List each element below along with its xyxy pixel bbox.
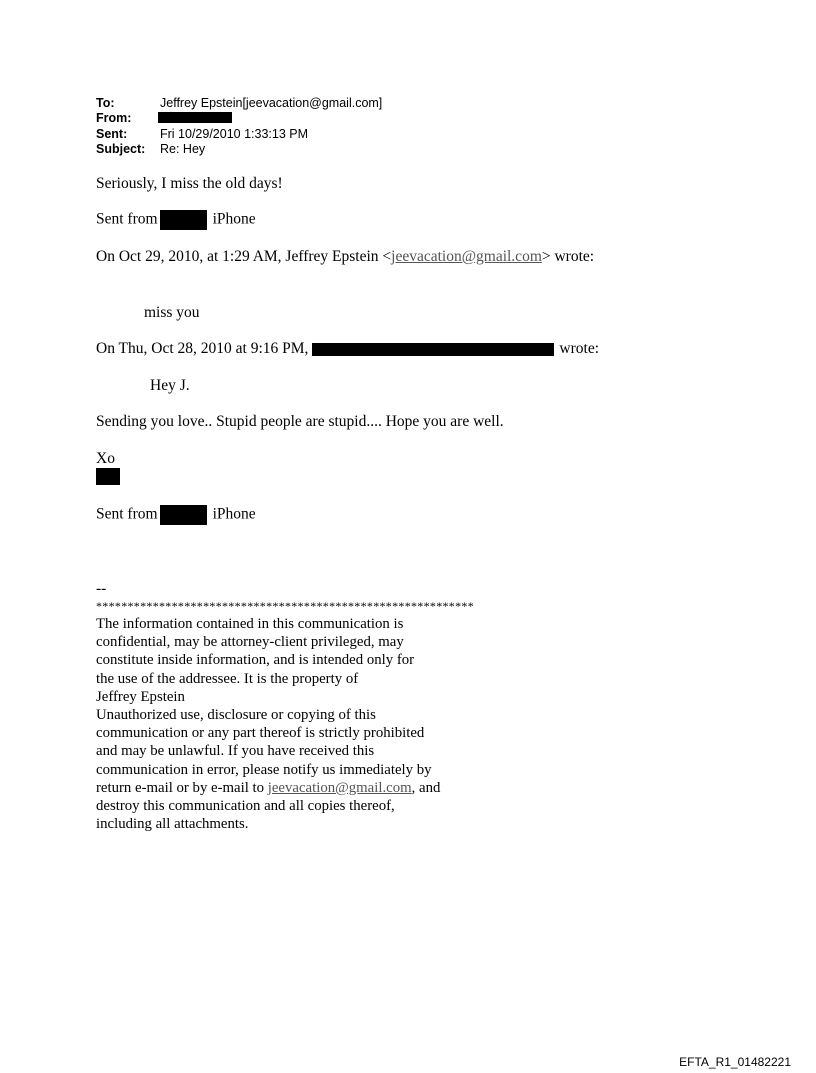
disclaimer-line: destroy this communication and all copies thereof, <box>96 798 395 815</box>
miss-you-line: miss you <box>144 304 200 321</box>
redaction-box <box>96 468 120 485</box>
sent-from2-suffix: iPhone <box>212 505 256 523</box>
redaction-box <box>160 505 207 525</box>
disclaimer-block <box>96 615 440 833</box>
subject-value: Re: Hey <box>160 142 206 156</box>
disclaimer-line: the use of the addressee. It is the property of <box>96 670 359 687</box>
sent-label: Sent: <box>96 127 128 141</box>
signature-dashes: -- <box>96 580 107 597</box>
email-header <box>96 96 496 156</box>
subject-label: Subject: <box>96 142 146 156</box>
signature-stars: ************************************************************ <box>96 599 474 613</box>
quote1-prefix: On Oct 29, 2010, at 1:29 AM, Jeffrey Epstein < <box>96 248 392 265</box>
redaction-box <box>160 210 207 230</box>
from-label: From: <box>96 111 132 125</box>
to-value: Jeffrey Epstein[jeevacation@gmail.com] <box>160 96 383 110</box>
disclaimer-line: The information contained in this communication is <box>96 616 404 632</box>
disclaimer-line: communication or any part thereof is strictly prohibited <box>96 725 425 742</box>
disclaimer-line: and may be unlawful. If you have received this <box>96 743 375 760</box>
disclaimer-line: Jeffrey Epstein <box>96 688 185 705</box>
return-suffix: , and <box>411 779 441 796</box>
redaction-box <box>158 112 232 123</box>
disclaimer-line: including all attachments. <box>96 816 249 833</box>
sent-from-line-2 <box>96 505 256 525</box>
quote1-email-link[interactable]: jeevacation@gmail.com <box>391 248 542 265</box>
footer-email-link[interactable]: jeevacation@gmail.com <box>267 779 412 796</box>
sent-from-prefix: Sent from <box>96 210 158 228</box>
body-line-1: Seriously, I miss the old days! <box>96 175 283 192</box>
disclaimer-line: confidential, may be attorney-client privileged, may <box>96 634 404 651</box>
disclaimer-line: Unauthorized use, disclosure or copying of this <box>96 707 376 724</box>
to-label: To: <box>96 96 115 110</box>
sent-from2-prefix: Sent from <box>96 505 158 523</box>
redaction-box <box>312 343 554 356</box>
quote2-line <box>96 340 599 358</box>
xo-line: Xo <box>96 450 115 467</box>
sent-from-line <box>96 210 256 230</box>
disclaimer-return-line <box>96 779 440 797</box>
quote2-suffix: wrote: <box>559 340 600 357</box>
sent-from-suffix: iPhone <box>212 210 256 228</box>
disclaimer-line: communication in error, please notify us immediately by <box>96 761 432 778</box>
quote1-line <box>96 248 594 266</box>
hey-line: Hey J. <box>150 377 190 394</box>
sending-line: Sending you love.. Stupid people are stupid.... Hope you are well. <box>96 413 504 430</box>
document-id: EFTA_R1_01482221 <box>679 1055 791 1069</box>
sent-value: Fri 10/29/2010 1:33:13 PM <box>160 127 309 141</box>
quote2-prefix: On Thu, Oct 28, 2010 at 9:16 PM, <box>96 340 309 357</box>
disclaimer-line: constitute inside information, and is intended only for <box>96 652 415 669</box>
return-prefix: return e-mail or by e-mail to <box>96 779 268 796</box>
quote1-suffix: > wrote: <box>541 248 595 265</box>
